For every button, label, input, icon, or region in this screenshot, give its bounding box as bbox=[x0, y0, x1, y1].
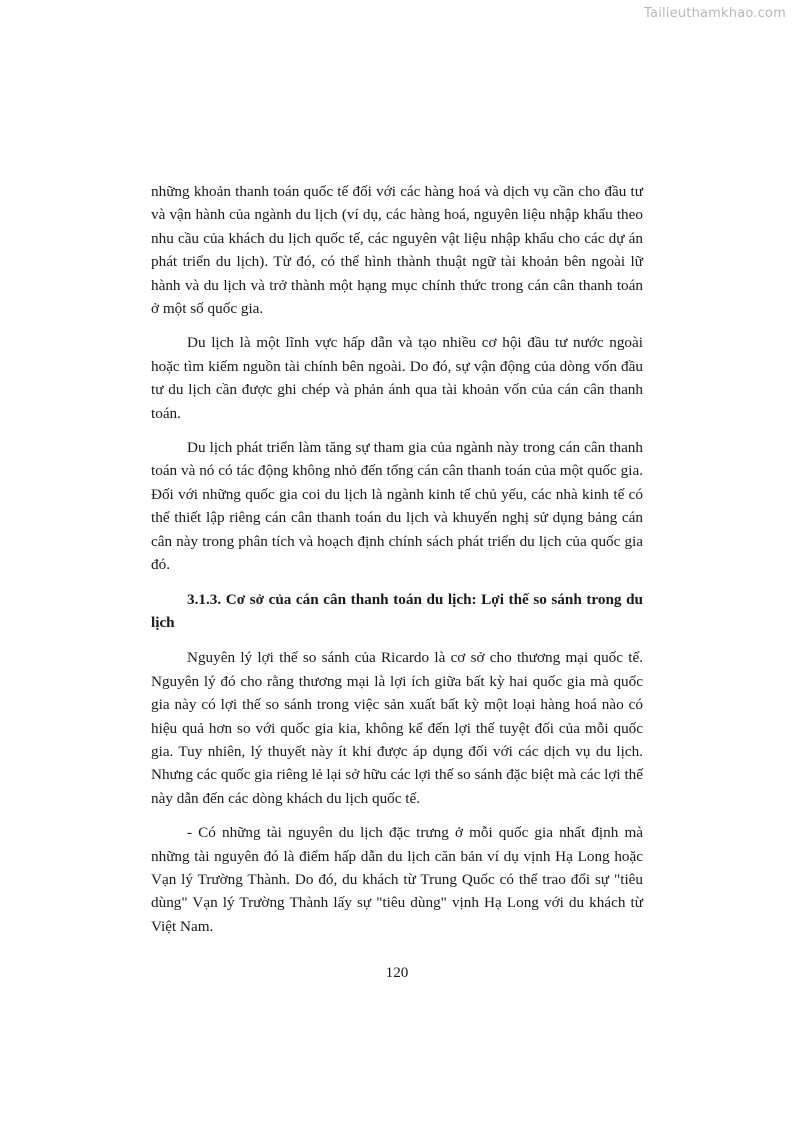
paragraph-investment: Du lịch là một lĩnh vực hấp dẫn và tạo nhiều cơ hội đầu tư nước ngoài hoặc tìm kiếm nguồn tài chính bên ngoài. Do đó, sự vận động của dòng vốn đầu tư du lịch cần được ghi chép và phản ánh qua tài khoản vốn của cán cân thanh toán. bbox=[151, 334, 643, 422]
page-number: 120 bbox=[385, 964, 409, 981]
page-body bbox=[151, 180, 643, 949]
paragraph-ricardo: Nguyên lý lợi thế so sánh của Ricardo là cơ sở cho thương mại quốc tế. Nguyên lý đó cho rằng thương mại là lợi ích giữa bất kỳ hai quốc gia mà quốc gia này có lợi thế so sánh trong việc sản xuất bất kỳ một loại hàng hoá nào có hiệu quả hơn so với quốc gia kia, không kể đến lợi thế tuyệt đối của mỗi quốc gia. Tuy nhiên, lý thuyết này ít khi được áp dụng đối với các dịch vụ du lịch. Nhưng các quốc gia riêng lẻ lại sở hữu các lợi thế so sánh đặc biệt mà các lợi thế này dẫn đến các dòng khách du lịch quốc tế. bbox=[151, 649, 643, 807]
watermark: Tailieuthamkhao.com bbox=[644, 6, 786, 21]
paragraph-resources: - Có những tài nguyên du lịch đặc trưng ở mỗi quốc gia nhất định mà những tài nguyên đó là điểm hấp dẫn du lịch căn bản ví dụ vịnh Hạ Long hoặc Vạn lý Trường Thành. Do đó, du khách từ Trung Quốc có thể trao đổi sự "tiêu dùng" Vạn lý Trường Thành lấy sự "tiêu dùng" vịnh Hạ Long với du khách từ Việt Nam. bbox=[151, 824, 643, 935]
paragraph-continuation: những khoản thanh toán quốc tế đối với các hàng hoá và dịch vụ cần cho đầu tư và vận hành của ngành du lịch (ví dụ, các hàng hoá, nguyên liệu nhập khẩu theo nhu cầu của khách du lịch quốc tế, các nguyên vật liệu nhập khẩu cho các dự án phát triển du lịch). Từ đó, có thể hình thành thuật ngữ tài khoản bên ngoài lữ hành và du lịch và trở thành một hạng mục chính thức trong cán cân thanh toán ở một số quốc gia. bbox=[151, 183, 643, 318]
section-heading: 3.1.3. Cơ sở của cán cân thanh toán du lịch: Lợi thế so sánh trong du lịch bbox=[151, 590, 643, 631]
paragraph-balance: Du lịch phát triển làm tăng sự tham gia của ngành này trong cán cân thanh toán và nó có tác động không nhỏ đến tổng cán cân thanh toán của một quốc gia. Đối với những quốc gia coi du lịch là ngành kinh tế chủ yếu, các nhà kinh tế có thể thiết lập riêng cán cân thanh toán du lịch và khuyến nghị sử dụng bảng cán cân này trong phân tích và hoạch định chính sách phát triển du lịch của quốc gia đó. bbox=[151, 439, 643, 574]
